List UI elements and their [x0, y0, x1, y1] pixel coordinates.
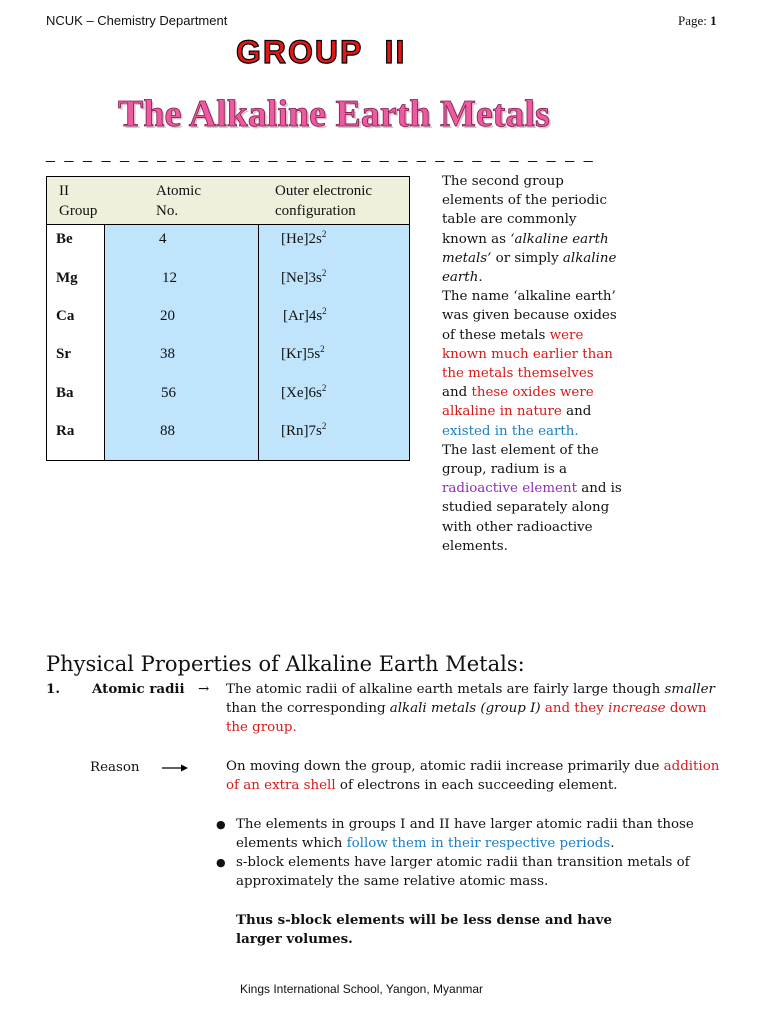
footer: Kings International School, Yangon, Myanmar [240, 982, 484, 996]
header-department: NCUK – Chemistry Department [46, 13, 228, 28]
table-row-number: 88 [160, 423, 175, 439]
title-alkaline-earth-metals: The Alkaline Earth Metals [118, 93, 550, 135]
right-arrow-icon [162, 763, 188, 773]
table-row-symbol: Ca [56, 308, 75, 324]
page-number: 1 [710, 13, 717, 28]
dashed-separator: _ _ _ _ _ _ _ _ _ _ _ _ _ _ _ _ _ _ _ _ _ _ _ _ _ _ _ _ _ _ [46, 146, 596, 163]
list-item: ● The elements in groups I and II have larger atomic radii than those elements which follow them in their respective periods. [216, 817, 694, 852]
reason-paragraph: On moving down the group, atomic radii increase primarily due addition of an extra shell of electrons in each succeeding element. [226, 759, 720, 794]
elements-table [46, 176, 410, 461]
table-row-config: $[Xe]6s^2$ [281, 383, 327, 401]
table-row-symbol: Mg [56, 270, 78, 286]
table-row-config: $[Ne]3s^2$ [281, 268, 327, 286]
header-atomic-no: Atomic No. [156, 183, 201, 219]
atomic-radii-paragraph: The atomic radii of alkaline earth metals are fairly large though smaller than the corresponding alkali metals (group I) and they increase down the group. [226, 682, 715, 736]
reason-label: Reason [90, 760, 140, 775]
side-description: The second group elements of the periodic table are commonly known as ‘alkaline earth metals’ or simply alkaline earth. The name ‘alkaline earth’ was given because oxides of these metals were known much earlier than the metals themselves and these oxides were alkaline in nature and existed in the earth. The last element of the group, radium is a radioactive element and is studied separately along with other radioactive elements. [442, 174, 622, 554]
right-arrow-icon: → [198, 682, 210, 697]
table-row-symbol: Sr [56, 346, 71, 362]
page-label: Page: [678, 13, 707, 28]
item-number: 1. [46, 681, 60, 697]
header-page [678, 13, 717, 29]
table-row-config: $[Rn]7s^2$ [281, 421, 327, 439]
table-row-config: $[He]2s^2$ [281, 229, 327, 247]
title-group: GROUP II [236, 34, 407, 70]
bullet-icon: ● [216, 818, 226, 831]
table-row-number: 12 [162, 270, 177, 286]
header-group: II Group [59, 183, 98, 219]
item-label: Atomic radii [92, 681, 185, 697]
table-row-config: $[Ar]4s^2$ [283, 306, 327, 324]
header-outer-config: Outer electronic configuration [275, 183, 373, 219]
table-row-config: $[Kr]5s^2$ [281, 344, 325, 362]
table-row-symbol: Be [56, 231, 73, 247]
table-row-symbol: Ba [56, 385, 74, 401]
table-row-number: 38 [160, 346, 175, 362]
table-row-symbol: Ra [56, 423, 75, 439]
conclusion: Thus s-block elements will be less dense and have larger volumes. [236, 912, 612, 948]
list-item: ● s-block elements have larger atomic radii than transition metals of approximately the same relative atomic mass. [216, 855, 690, 890]
table-body [47, 225, 409, 460]
table-row-number: 56 [161, 385, 176, 401]
table-header [47, 177, 409, 225]
bullet-icon: ● [216, 856, 226, 869]
section-heading: Physical Properties of Alkaline Earth Metals: [46, 652, 525, 676]
table-row-number: 4 [159, 231, 167, 247]
table-row-number: 20 [160, 308, 175, 324]
